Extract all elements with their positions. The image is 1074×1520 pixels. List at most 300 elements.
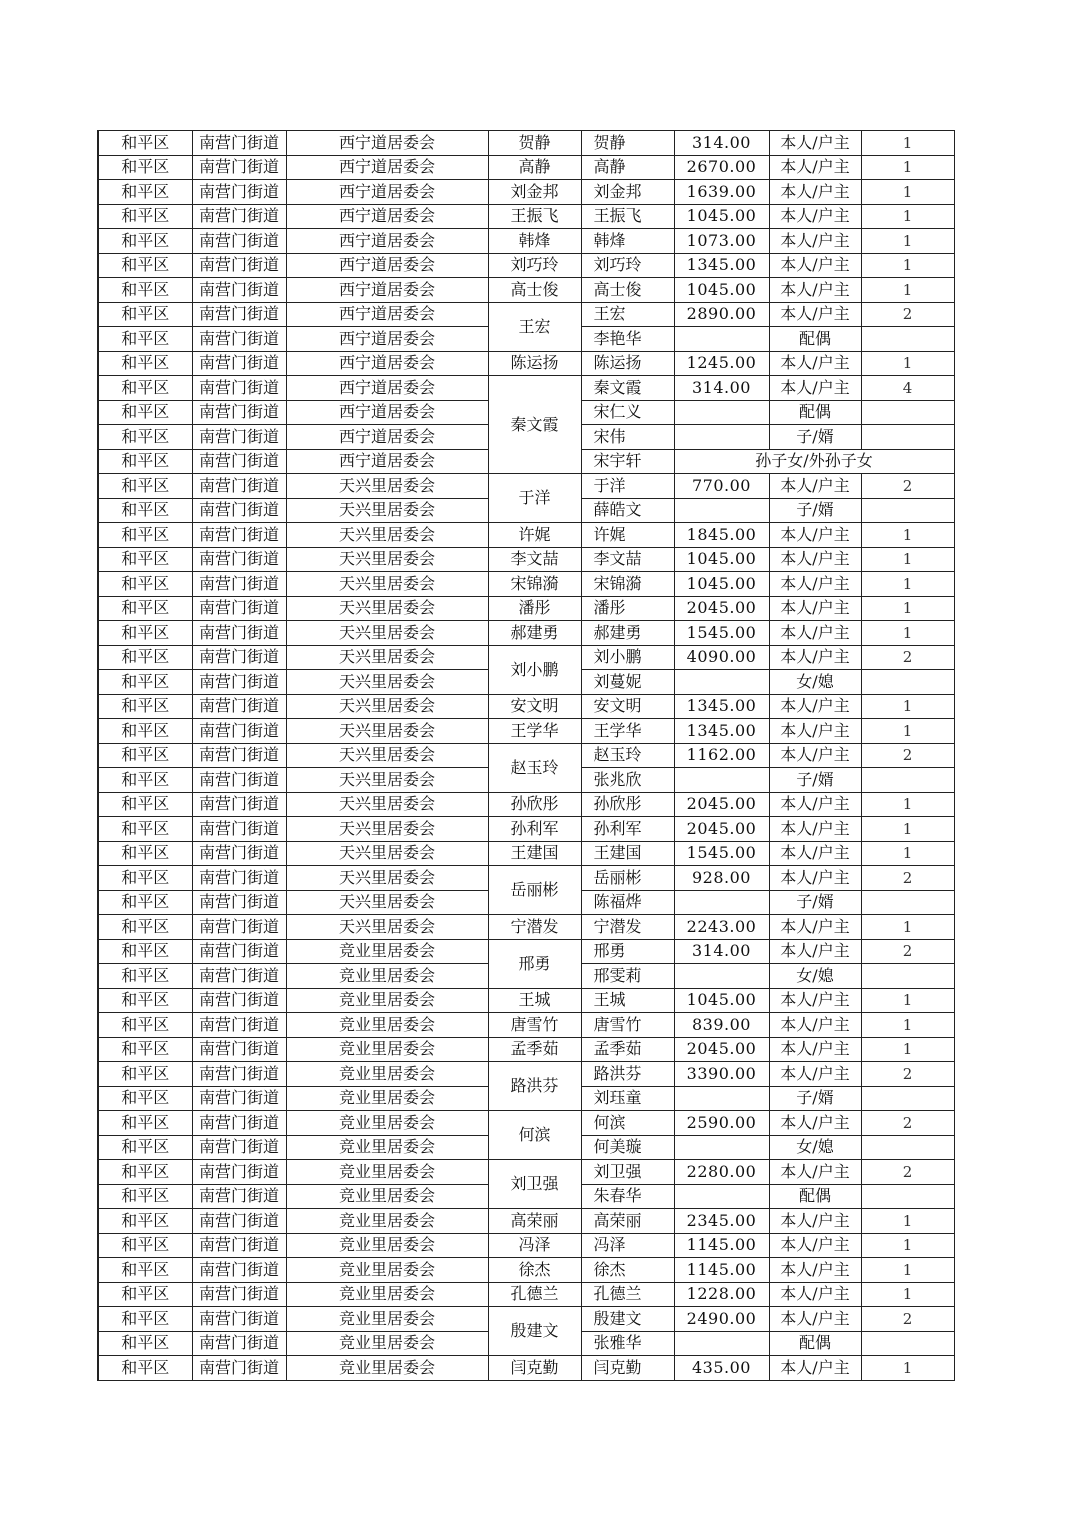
community-cell: 竞业里居委会 [286, 988, 488, 1013]
household-count-cell [861, 768, 954, 793]
relation-cell: 配偶 [769, 1184, 861, 1209]
district-cell: 和平区 [98, 1135, 192, 1160]
table-row [98, 1282, 954, 1307]
household-head-cell: 贺静 [488, 131, 581, 156]
relation-cell: 本人/户主 [769, 694, 861, 719]
household-count-cell [861, 400, 954, 425]
table-row [98, 743, 954, 768]
member-name-cell: 刘小鹏 [581, 645, 674, 670]
community-cell: 西宁道居委会 [286, 229, 488, 254]
street-cell: 南营门街道 [192, 572, 286, 597]
household-head-cell: 于洋 [488, 474, 581, 523]
table-row [98, 351, 954, 376]
relation-cell: 本人/户主 [769, 866, 861, 891]
member-name-cell: 宋仁义 [581, 400, 674, 425]
member-name-cell: 薛皓文 [581, 498, 674, 523]
household-head-cell: 高静 [488, 155, 581, 180]
street-cell: 南营门街道 [192, 1184, 286, 1209]
member-name-cell: 冯泽 [581, 1233, 674, 1258]
household-count-cell: 1 [861, 694, 954, 719]
member-name-cell: 邢雯莉 [581, 964, 674, 989]
community-cell: 天兴里居委会 [286, 719, 488, 744]
member-name-cell: 岳丽彬 [581, 866, 674, 891]
household-count-cell: 2 [861, 743, 954, 768]
district-cell: 和平区 [98, 1209, 192, 1234]
district-cell: 和平区 [98, 645, 192, 670]
district-cell: 和平区 [98, 719, 192, 744]
household-count-cell: 2 [861, 1111, 954, 1136]
household-head-cell: 孙欣彤 [488, 792, 581, 817]
community-cell: 天兴里居委会 [286, 890, 488, 915]
household-count-cell: 2 [861, 1062, 954, 1087]
member-name-cell: 刘蔓妮 [581, 670, 674, 695]
amount-cell [674, 964, 769, 989]
relation-cell: 本人/户主 [769, 1013, 861, 1038]
member-name-cell: 张兆欣 [581, 768, 674, 793]
household-count-cell: 2 [861, 1307, 954, 1332]
amount-cell: 2490.00 [674, 1307, 769, 1332]
table-row [98, 1037, 954, 1062]
district-cell: 和平区 [98, 694, 192, 719]
member-name-cell: 秦文霞 [581, 376, 674, 401]
member-name-cell: 于洋 [581, 474, 674, 499]
amount-cell: 839.00 [674, 1013, 769, 1038]
member-name-cell: 孔德兰 [581, 1282, 674, 1307]
household-count-cell: 1 [861, 229, 954, 254]
district-cell: 和平区 [98, 400, 192, 425]
amount-cell: 1045.00 [674, 278, 769, 303]
member-name-cell: 高静 [581, 155, 674, 180]
street-cell: 南营门街道 [192, 1160, 286, 1185]
district-cell: 和平区 [98, 621, 192, 646]
member-name-cell: 路洪芬 [581, 1062, 674, 1087]
household-count-cell: 1 [861, 204, 954, 229]
table-body [98, 131, 954, 1381]
district-cell: 和平区 [98, 425, 192, 450]
street-cell: 南营门街道 [192, 1111, 286, 1136]
community-cell: 天兴里居委会 [286, 474, 488, 499]
street-cell: 南营门街道 [192, 719, 286, 744]
table-row [98, 988, 954, 1013]
district-cell: 和平区 [98, 376, 192, 401]
household-count-cell: 1 [861, 596, 954, 621]
street-cell: 南营门街道 [192, 1307, 286, 1332]
district-cell: 和平区 [98, 449, 192, 474]
member-name-cell: 宋宇轩 [581, 449, 674, 474]
amount-cell: 770.00 [674, 474, 769, 499]
street-cell: 南营门街道 [192, 302, 286, 327]
table-row [98, 523, 954, 548]
amount-cell [674, 1086, 769, 1111]
amount-cell [674, 425, 769, 450]
district-cell: 和平区 [98, 155, 192, 180]
household-count-cell [861, 425, 954, 450]
street-cell: 南营门街道 [192, 474, 286, 499]
household-count-cell: 2 [861, 474, 954, 499]
relation-cell: 本人/户主 [769, 621, 861, 646]
amount-cell [674, 670, 769, 695]
street-cell: 南营门街道 [192, 670, 286, 695]
member-name-cell: 王学华 [581, 719, 674, 744]
community-cell: 西宁道居委会 [286, 131, 488, 156]
street-cell: 南营门街道 [192, 841, 286, 866]
relation-cell: 本人/户主 [769, 1356, 861, 1381]
household-count-cell [861, 964, 954, 989]
member-name-cell: 何美璇 [581, 1135, 674, 1160]
district-cell: 和平区 [98, 547, 192, 572]
community-cell: 竞业里居委会 [286, 1209, 488, 1234]
street-cell: 南营门街道 [192, 498, 286, 523]
household-count-cell: 1 [861, 915, 954, 940]
household-head-cell: 孙利军 [488, 817, 581, 842]
amount-cell: 928.00 [674, 866, 769, 891]
street-cell: 南营门街道 [192, 939, 286, 964]
member-name-cell: 赵玉玲 [581, 743, 674, 768]
street-cell: 南营门街道 [192, 621, 286, 646]
member-name-cell: 何滨 [581, 1111, 674, 1136]
household-head-cell: 潘彤 [488, 596, 581, 621]
table-row [98, 817, 954, 842]
relation-cell: 本人/户主 [769, 278, 861, 303]
district-cell: 和平区 [98, 596, 192, 621]
household-head-cell: 刘小鹏 [488, 645, 581, 694]
member-name-cell: 潘彤 [581, 596, 674, 621]
street-cell: 南营门街道 [192, 523, 286, 548]
member-name-cell: 贺静 [581, 131, 674, 156]
community-cell: 西宁道居委会 [286, 376, 488, 401]
household-head-cell: 秦文霞 [488, 376, 581, 474]
community-cell: 西宁道居委会 [286, 425, 488, 450]
community-cell: 西宁道居委会 [286, 155, 488, 180]
district-cell: 和平区 [98, 841, 192, 866]
household-head-cell: 王宏 [488, 302, 581, 351]
amount-cell: 1545.00 [674, 621, 769, 646]
district-cell: 和平区 [98, 229, 192, 254]
street-cell: 南营门街道 [192, 915, 286, 940]
household-head-cell: 王建国 [488, 841, 581, 866]
amount-cell: 2045.00 [674, 596, 769, 621]
table-row [98, 1233, 954, 1258]
household-count-cell: 1 [861, 351, 954, 376]
table-row [98, 253, 954, 278]
household-head-cell: 陈运扬 [488, 351, 581, 376]
member-name-cell: 陈运扬 [581, 351, 674, 376]
relation-cell: 子/婿 [769, 768, 861, 793]
community-cell: 天兴里居委会 [286, 670, 488, 695]
household-head-cell: 王振飞 [488, 204, 581, 229]
table-row [98, 302, 954, 327]
household-count-cell: 1 [861, 621, 954, 646]
table-row [98, 1013, 954, 1038]
member-name-cell: 朱春华 [581, 1184, 674, 1209]
relation-cell: 女/媳 [769, 670, 861, 695]
street-cell: 南营门街道 [192, 964, 286, 989]
member-name-cell: 许娓 [581, 523, 674, 548]
household-count-cell: 1 [861, 1258, 954, 1283]
community-cell: 竞业里居委会 [286, 1135, 488, 1160]
amount-cell: 1845.00 [674, 523, 769, 548]
relation-cell: 本人/户主 [769, 253, 861, 278]
street-cell: 南营门街道 [192, 155, 286, 180]
district-cell: 和平区 [98, 1013, 192, 1038]
street-cell: 南营门街道 [192, 547, 286, 572]
community-cell: 竞业里居委会 [286, 1037, 488, 1062]
member-name-cell: 张雅华 [581, 1331, 674, 1356]
district-cell: 和平区 [98, 278, 192, 303]
relation-cell: 本人/户主 [769, 1160, 861, 1185]
district-cell: 和平区 [98, 1331, 192, 1356]
street-cell: 南营门街道 [192, 253, 286, 278]
community-cell: 西宁道居委会 [286, 253, 488, 278]
amount-cell: 4090.00 [674, 645, 769, 670]
district-cell: 和平区 [98, 572, 192, 597]
amount-cell: 2243.00 [674, 915, 769, 940]
amount-cell [674, 890, 769, 915]
household-count-cell [861, 1086, 954, 1111]
community-cell: 竞业里居委会 [286, 1233, 488, 1258]
amount-cell: 1639.00 [674, 180, 769, 205]
household-count-cell [861, 1184, 954, 1209]
member-name-cell: 闫克勤 [581, 1356, 674, 1381]
district-cell: 和平区 [98, 523, 192, 548]
street-cell: 南营门街道 [192, 229, 286, 254]
community-cell: 西宁道居委会 [286, 204, 488, 229]
amount-cell: 1345.00 [674, 253, 769, 278]
relation-cell: 本人/户主 [769, 939, 861, 964]
amount-cell: 2045.00 [674, 817, 769, 842]
relation-cell: 本人/户主 [769, 180, 861, 205]
district-cell: 和平区 [98, 1184, 192, 1209]
amount-cell: 2045.00 [674, 792, 769, 817]
table-row [98, 155, 954, 180]
community-cell: 西宁道居委会 [286, 278, 488, 303]
table-row [98, 1356, 954, 1381]
amount-cell: 1228.00 [674, 1282, 769, 1307]
table-row [98, 792, 954, 817]
household-head-cell: 高荣丽 [488, 1209, 581, 1234]
table-row [98, 1160, 954, 1185]
street-cell: 南营门街道 [192, 792, 286, 817]
district-cell: 和平区 [98, 327, 192, 352]
relation-cell: 配偶 [769, 400, 861, 425]
street-cell: 南营门街道 [192, 425, 286, 450]
amount-cell: 2280.00 [674, 1160, 769, 1185]
amount-cell [674, 327, 769, 352]
community-cell: 竞业里居委会 [286, 1086, 488, 1111]
relation-cell: 配偶 [769, 1331, 861, 1356]
relation-cell: 本人/户主 [769, 596, 861, 621]
amount-cell: 1545.00 [674, 841, 769, 866]
table-row [98, 131, 954, 156]
amount-cell [674, 768, 769, 793]
household-head-cell: 唐雪竹 [488, 1013, 581, 1038]
street-cell: 南营门街道 [192, 890, 286, 915]
relation-cell: 子/婿 [769, 890, 861, 915]
household-head-cell: 冯泽 [488, 1233, 581, 1258]
relation-cell: 本人/户主 [769, 743, 861, 768]
household-count-cell: 1 [861, 719, 954, 744]
amount-cell: 2345.00 [674, 1209, 769, 1234]
district-cell: 和平区 [98, 204, 192, 229]
community-cell: 天兴里居委会 [286, 572, 488, 597]
member-name-cell: 王城 [581, 988, 674, 1013]
relation-cell: 孙子女/外孙子女 [674, 449, 954, 474]
street-cell: 南营门街道 [192, 1233, 286, 1258]
table-row [98, 1209, 954, 1234]
member-name-cell: 高荣丽 [581, 1209, 674, 1234]
member-name-cell: 邢勇 [581, 939, 674, 964]
street-cell: 南营门街道 [192, 1356, 286, 1381]
household-table [97, 130, 955, 1381]
community-cell: 西宁道居委会 [286, 351, 488, 376]
member-name-cell: 宋锦漪 [581, 572, 674, 597]
table-row [98, 1111, 954, 1136]
relation-cell: 本人/户主 [769, 645, 861, 670]
street-cell: 南营门街道 [192, 645, 286, 670]
table-row [98, 547, 954, 572]
district-cell: 和平区 [98, 988, 192, 1013]
household-count-cell: 1 [861, 1233, 954, 1258]
table-row [98, 180, 954, 205]
amount-cell [674, 1331, 769, 1356]
table-row [98, 1307, 954, 1332]
district-cell: 和平区 [98, 1062, 192, 1087]
community-cell: 竞业里居委会 [286, 1356, 488, 1381]
table-row [98, 596, 954, 621]
amount-cell: 1145.00 [674, 1233, 769, 1258]
district-cell: 和平区 [98, 253, 192, 278]
household-count-cell [861, 890, 954, 915]
relation-cell: 本人/户主 [769, 817, 861, 842]
member-name-cell: 王宏 [581, 302, 674, 327]
household-count-cell [861, 1135, 954, 1160]
district-cell: 和平区 [98, 817, 192, 842]
relation-cell: 本人/户主 [769, 841, 861, 866]
household-head-cell: 高士俊 [488, 278, 581, 303]
street-cell: 南营门街道 [192, 743, 286, 768]
district-cell: 和平区 [98, 939, 192, 964]
relation-cell: 本人/户主 [769, 204, 861, 229]
household-head-cell: 刘卫强 [488, 1160, 581, 1209]
table-row [98, 572, 954, 597]
household-head-cell: 李文喆 [488, 547, 581, 572]
street-cell: 南营门街道 [192, 1086, 286, 1111]
amount-cell: 2890.00 [674, 302, 769, 327]
table-row [98, 645, 954, 670]
community-cell: 竞业里居委会 [286, 939, 488, 964]
community-cell: 天兴里居委会 [286, 694, 488, 719]
table-row [98, 376, 954, 401]
table-row [98, 866, 954, 891]
street-cell: 南营门街道 [192, 694, 286, 719]
community-cell: 天兴里居委会 [286, 621, 488, 646]
household-count-cell: 1 [861, 817, 954, 842]
relation-cell: 女/媳 [769, 964, 861, 989]
household-count-cell [861, 327, 954, 352]
district-cell: 和平区 [98, 1037, 192, 1062]
member-name-cell: 韩烽 [581, 229, 674, 254]
street-cell: 南营门街道 [192, 1209, 286, 1234]
household-count-cell: 1 [861, 523, 954, 548]
amount-cell: 1045.00 [674, 547, 769, 572]
household-head-cell: 闫克勤 [488, 1356, 581, 1381]
household-head-cell: 许娓 [488, 523, 581, 548]
street-cell: 南营门街道 [192, 327, 286, 352]
household-head-cell: 赵玉玲 [488, 743, 581, 792]
relation-cell: 本人/户主 [769, 572, 861, 597]
relation-cell: 本人/户主 [769, 523, 861, 548]
amount-cell: 2590.00 [674, 1111, 769, 1136]
household-count-cell: 1 [861, 131, 954, 156]
relation-cell: 本人/户主 [769, 988, 861, 1013]
relation-cell: 本人/户主 [769, 1258, 861, 1283]
member-name-cell: 唐雪竹 [581, 1013, 674, 1038]
amount-cell: 1162.00 [674, 743, 769, 768]
relation-cell: 本人/户主 [769, 1111, 861, 1136]
household-count-cell: 2 [861, 866, 954, 891]
amount-cell: 1245.00 [674, 351, 769, 376]
district-cell: 和平区 [98, 1356, 192, 1381]
community-cell: 竞业里居委会 [286, 1331, 488, 1356]
amount-cell: 1045.00 [674, 988, 769, 1013]
district-cell: 和平区 [98, 890, 192, 915]
household-head-cell: 王城 [488, 988, 581, 1013]
community-cell: 西宁道居委会 [286, 400, 488, 425]
district-cell: 和平区 [98, 866, 192, 891]
household-head-cell: 郝建勇 [488, 621, 581, 646]
relation-cell: 本人/户主 [769, 131, 861, 156]
household-count-cell: 1 [861, 1037, 954, 1062]
relation-cell: 配偶 [769, 327, 861, 352]
relation-cell: 本人/户主 [769, 792, 861, 817]
district-cell: 和平区 [98, 351, 192, 376]
street-cell: 南营门街道 [192, 1135, 286, 1160]
relation-cell: 本人/户主 [769, 719, 861, 744]
household-head-cell: 宋锦漪 [488, 572, 581, 597]
household-count-cell [861, 498, 954, 523]
household-head-cell: 孟季茹 [488, 1037, 581, 1062]
street-cell: 南营门街道 [192, 1037, 286, 1062]
amount-cell: 435.00 [674, 1356, 769, 1381]
community-cell: 天兴里居委会 [286, 841, 488, 866]
street-cell: 南营门街道 [192, 1258, 286, 1283]
district-cell: 和平区 [98, 302, 192, 327]
district-cell: 和平区 [98, 1086, 192, 1111]
member-name-cell: 刘珏童 [581, 1086, 674, 1111]
table-row [98, 474, 954, 499]
household-head-cell: 徐杰 [488, 1258, 581, 1283]
community-cell: 天兴里居委会 [286, 817, 488, 842]
household-head-cell: 安文明 [488, 694, 581, 719]
household-head-cell: 韩烽 [488, 229, 581, 254]
relation-cell: 子/婿 [769, 498, 861, 523]
household-count-cell: 1 [861, 572, 954, 597]
community-cell: 天兴里居委会 [286, 768, 488, 793]
amount-cell: 1345.00 [674, 719, 769, 744]
household-head-cell: 邢勇 [488, 939, 581, 988]
relation-cell: 本人/户主 [769, 302, 861, 327]
table-row [98, 915, 954, 940]
district-cell: 和平区 [98, 1282, 192, 1307]
community-cell: 天兴里居委会 [286, 866, 488, 891]
household-head-cell: 路洪芬 [488, 1062, 581, 1111]
relation-cell: 女/媳 [769, 1135, 861, 1160]
amount-cell: 1345.00 [674, 694, 769, 719]
community-cell: 西宁道居委会 [286, 327, 488, 352]
amount-cell: 314.00 [674, 376, 769, 401]
amount-cell [674, 1135, 769, 1160]
member-name-cell: 孙利军 [581, 817, 674, 842]
